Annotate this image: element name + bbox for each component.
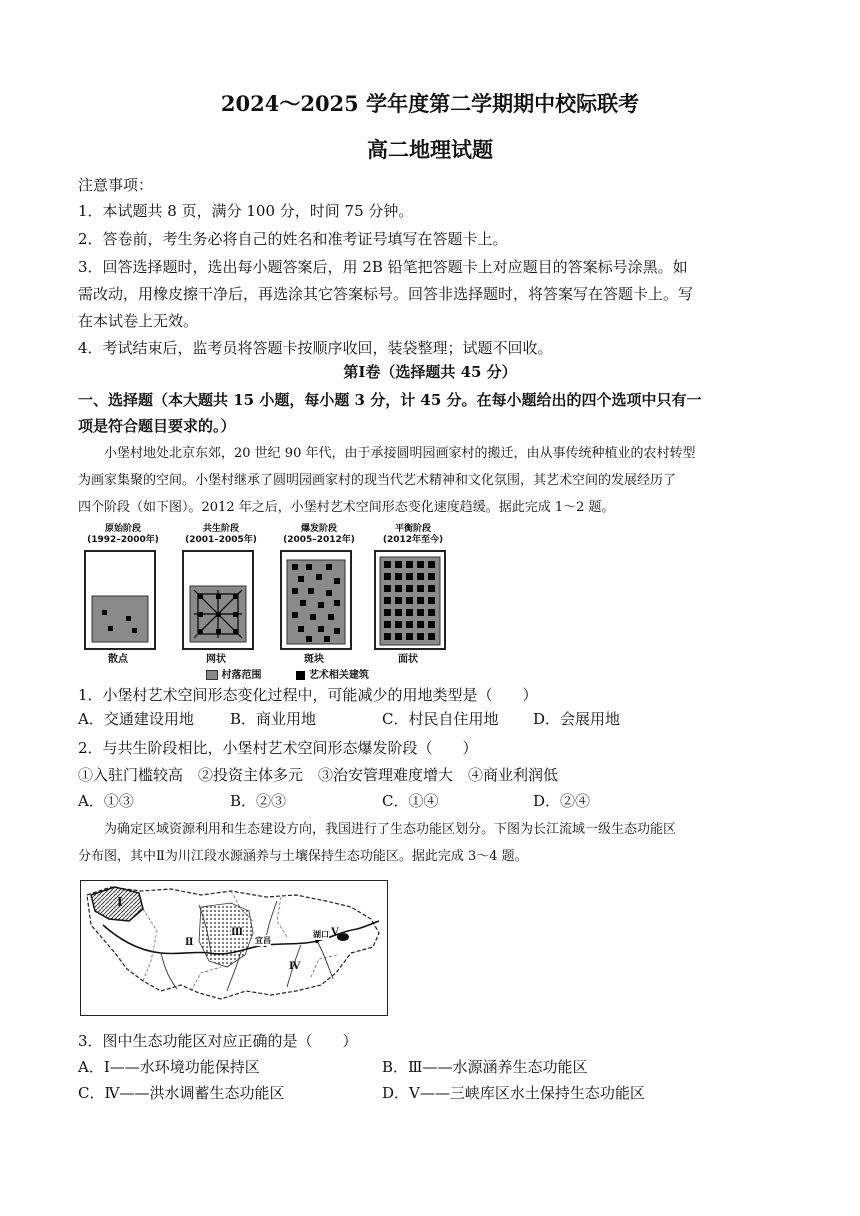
stage-form-label: 散点 (108, 654, 128, 665)
yangtze-map (80, 880, 388, 1016)
stage-diagram-3 (282, 552, 350, 648)
passage-line: 为确定区域资源利用和生态建设方向，我国进行了生态功能区划分。下图为长江流域一级生态功能区 (104, 822, 677, 837)
q2-option-b[interactable]: B．②③ (230, 792, 287, 810)
stage-box-1 (84, 550, 156, 650)
q3-option-b[interactable]: B．Ⅲ——水源涵养生态功能区 (382, 1058, 588, 1076)
question-2-stem: 2．与共生阶段相比，小堡村艺术空间形态爆发阶段（ ） (78, 739, 478, 757)
exam-title: 2024～2025 学年度第二学期期中校际联考 (220, 91, 640, 116)
place-hukou: 湖口 (313, 929, 329, 939)
q1-option-d[interactable]: D．会展用地 (533, 710, 621, 728)
stage-caption: 共生阶段 (2001–2005年) (185, 524, 257, 545)
zone-label-4: Ⅳ (289, 961, 301, 972)
zone-label-2: Ⅱ (185, 937, 194, 948)
stage-caption: 原始阶段 (1992–2000年) (87, 524, 159, 545)
notice-heading: 注意事项： (78, 176, 154, 194)
notice-item: 需改动，用橡皮擦干净后，再选涂其它答案标号。回答非选择题时，将答案写在答题卡上。写 (78, 285, 694, 303)
question-2-statements: ①入驻门槛较高 ②投资主体多元 ③治安管理难度增大 ④商业利润低 (78, 766, 559, 784)
passage-line: 为画家集聚的空间。小堡村继承了圆明园画家村的现当代艺术精神和文化氛围，其艺术空间的发展经历了 (78, 473, 677, 488)
notice-item: 在本试卷上无效。 (78, 312, 199, 330)
q1-option-a[interactable]: A．交通建设用地 (78, 710, 194, 728)
section-heading: 第Ⅰ卷（选择题共 45 分） (343, 363, 517, 381)
stage-form-label: 网状 (206, 654, 226, 665)
q2-option-d[interactable]: D．②④ (533, 792, 591, 810)
legend-art-label: 艺术相关建筑 (308, 670, 369, 681)
legend-village-label: 村落范围 (221, 670, 262, 681)
notice-item: 4．考试结束后，监考员将答题卡按顺序收回，装袋整理；试题不回收。 (78, 339, 553, 357)
q2-option-a[interactable]: A．①③ (78, 792, 134, 810)
legend-village-swatch (206, 670, 218, 680)
q1-option-c[interactable]: C．村民自住用地 (382, 710, 499, 728)
stage-caption: 爆发阶段 (2005–2012年) (283, 524, 355, 545)
stage-box-2 (182, 550, 254, 650)
stage-diagram-2 (184, 552, 252, 648)
q3-option-c[interactable]: C．Ⅳ——洪水调蓄生态功能区 (78, 1084, 285, 1102)
notice-item: 2．答卷前，考生务必将自己的姓名和准考证号填写在答题卡上。 (78, 230, 508, 248)
yangtze-map-svg (81, 881, 387, 1015)
stage-box-3 (280, 550, 352, 650)
stage-diagram-4 (376, 552, 444, 648)
question-1-stem: 1．小堡村艺术空间形态变化过程中，可能减少的用地类型是（ ） (78, 686, 538, 704)
figure-legend (206, 666, 369, 681)
passage-line: 小堡村地处北京东郊，20 世纪 90 年代，由于承接圆明园画家村的搬迁，由从事传统种植业的农村转型 (104, 446, 696, 461)
passage-line: 四个阶段（如下图）。2012 年之后，小堡村艺术空间形态变化速度趋缓。据此完成 1～2 题。 (78, 500, 615, 515)
stage-diagram-1 (86, 552, 154, 648)
q3-option-d[interactable]: D．Ⅴ——三峡库区水土保持生态功能区 (382, 1084, 645, 1102)
zone-label-5: Ⅴ (331, 927, 339, 938)
q1-option-b[interactable]: B．商业用地 (230, 710, 317, 728)
q2-option-c[interactable]: C．①④ (382, 792, 439, 810)
section-instructions: 一、选择题（本大题共 15 小题，每小题 3 分，计 45 分。在每小题给出的四个选项中只有一 (78, 391, 702, 409)
place-yichang: 宜昌 (255, 935, 271, 945)
legend-art-swatch (296, 671, 305, 680)
stage-form-label: 面状 (398, 654, 418, 665)
zone-label-1: Ⅰ (117, 895, 123, 909)
stage-form-label: 斑块 (304, 654, 324, 665)
q3-option-a[interactable]: A．Ⅰ——水环境功能保持区 (78, 1058, 260, 1076)
passage-line: 分布图，其中Ⅱ为川江段水源涵养与土壤保持生态功能区。据此完成 3～4 题。 (78, 849, 528, 864)
stage-box-4 (374, 550, 446, 650)
exam-subtitle: 高二地理试题 (367, 137, 493, 162)
question-3-stem: 3．图中生态功能区对应正确的是（ ） (78, 1032, 358, 1050)
section-instructions-cont: 项是符合题目要求的。） (78, 417, 236, 435)
zone-label-3: Ⅲ (231, 927, 244, 938)
stage-caption: 平衡阶段 (2012年至今) (382, 524, 444, 545)
notice-item: 1．本试题共 8 页，满分 100 分，时间 75 分钟。 (78, 202, 414, 220)
notice-item: 3．回答选择题时，选出每小题答案后，用 2B 铅笔把答题卡上对应题目的答案标号涂黑。如 (78, 258, 688, 276)
